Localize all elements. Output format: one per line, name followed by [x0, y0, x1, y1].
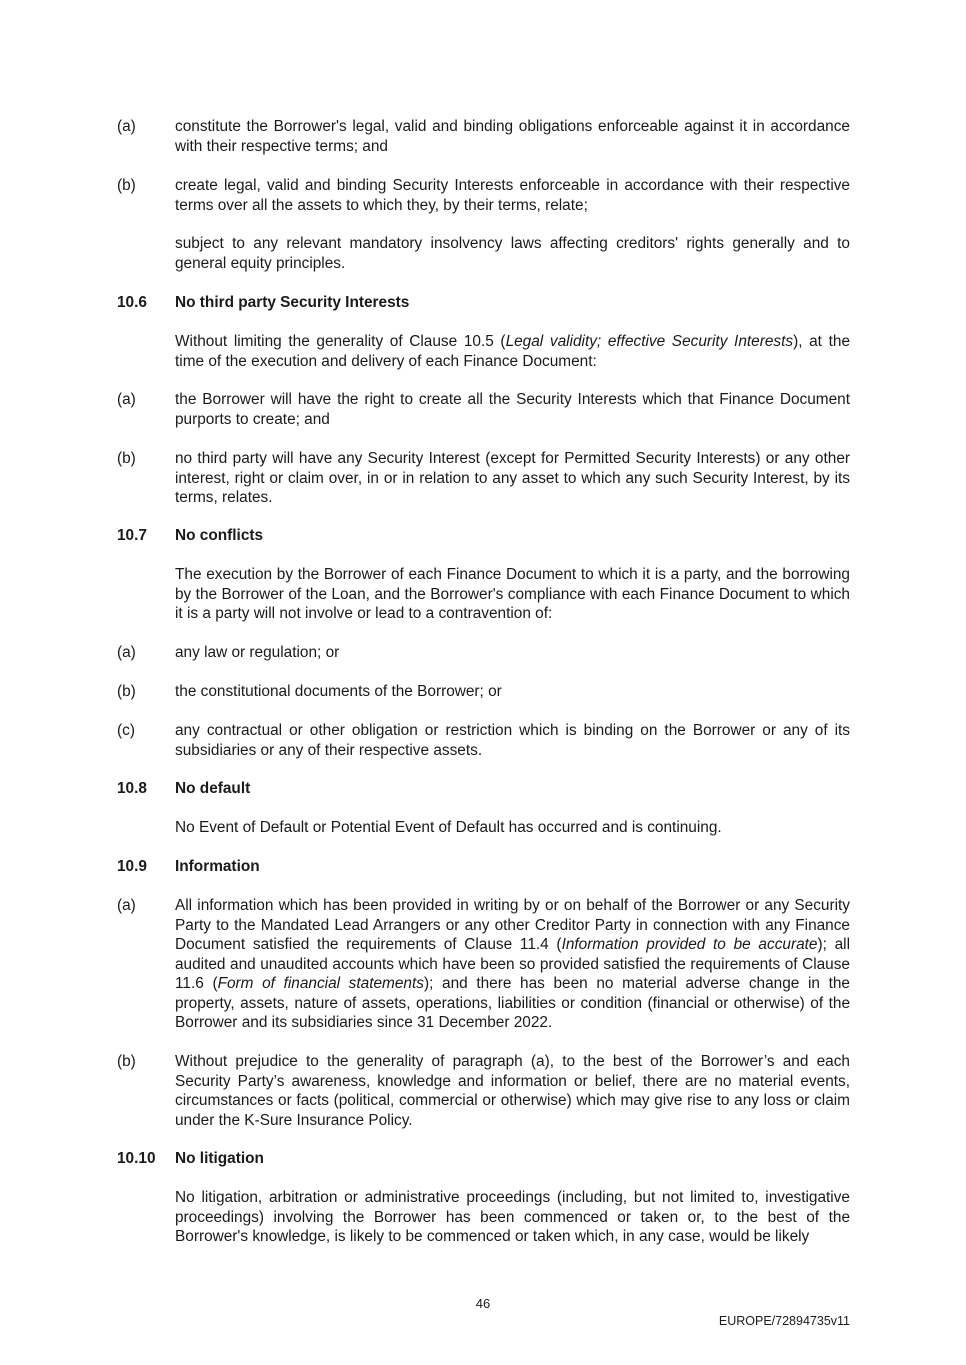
section-number: 10.6	[117, 294, 147, 311]
section-number: 10.9	[117, 858, 147, 875]
section-heading: No third party Security Interests	[175, 294, 410, 311]
section-number: 10.7	[117, 527, 147, 544]
item-label: (b)	[117, 683, 136, 700]
paragraph: Without prejudice to the generality of paragraph (a), to the best of the Borrower’s and each Security Party’s awareness, knowledge and information or belief, there are no material events, circumstances or facts (political, commercial or otherwise) which may give rise to any loss or claim under the K-Sure Insurance Policy.	[175, 1053, 850, 1129]
paragraph: any law or regulation; or	[175, 644, 340, 661]
paragraph: No Event of Default or Potential Event of Default has occurred and is continuing.	[175, 819, 722, 836]
document-reference: EUROPE/72894735v11	[718, 1314, 850, 1328]
item-label: (a)	[117, 644, 136, 661]
item-label: (a)	[117, 897, 136, 914]
item-label: (b)	[117, 1053, 136, 1070]
paragraph: no third party will have any Security Interest (except for Permitted Security Interests) or any other interest, right or claim over, in or in relation to any asset to which any such Security Interest, by its terms, relates.	[175, 450, 850, 506]
paragraph: The execution by the Borrower of each Finance Document to which it is a party, and the borrowing by the Borrower of the Loan, and the Borrower's compliance with each Finance Document to which it is a party will not involve or lead to a contravention of:	[175, 566, 850, 622]
section-heading: Information	[175, 858, 260, 875]
paragraph: constitute the Borrower's legal, valid and binding obligations enforceable against it in accordance with their respective terms; and	[175, 118, 850, 155]
paragraph: No litigation, arbitration or administrative proceedings (including, but not limited to, investigative proceedings) involving the Borrower has been commenced or taken or, to the best of the Borrower's knowledge, is likely to be commenced or taken which, in any case, would be likely	[175, 1189, 850, 1245]
item-label: (c)	[117, 722, 135, 739]
paragraph: any contractual or other obligation or restriction which is binding on the Borrower or any of its subsidiaries or any of their respective assets.	[175, 722, 850, 759]
item-label: (a)	[117, 118, 136, 135]
item-label: (b)	[117, 450, 136, 467]
item-label: (a)	[117, 391, 136, 408]
paragraph: create legal, valid and binding Security Interests enforceable in accordance with their respective terms over all the assets to which they, by their terms, relate;	[175, 177, 850, 214]
paragraph: subject to any relevant mandatory insolvency laws affecting creditors' rights generally and to general equity principles.	[175, 235, 850, 272]
paragraph: All information which has been provided in writing by or on behalf of the Borrower or any Security Party to the Mandated Lead Arrangers or any other Creditor Party in connection with any Finance Document satisfied the requirements of Clause 11.4 (Information provided to be accurate); all audited and unaudited accounts which have been so provided satisfied the requirements of Clause 11.6 (Form of financial statements); and there has been no material adverse change in the property, assets, nature of assets, operations, liabilities or condition (financial or otherwise) of the Borrower and its subsidiaries since 31 December 2022.	[175, 897, 850, 1031]
section-heading: No conflicts	[175, 527, 264, 544]
section-number: 10.10	[117, 1150, 156, 1167]
paragraph: the constitutional documents of the Borrower; or	[175, 683, 502, 700]
paragraph: Without limiting the generality of Clause 10.5 (Legal validity; effective Security Interests), at the time of the execution and delivery of each Finance Document:	[175, 333, 851, 370]
section-heading: No litigation	[175, 1150, 264, 1167]
section-number: 10.8	[117, 780, 147, 797]
paragraph: the Borrower will have the right to create all the Security Interests which that Finance Document purports to create; and	[175, 391, 850, 428]
section-heading: No default	[175, 780, 251, 797]
item-label: (b)	[117, 177, 136, 194]
page-number: 46	[475, 1296, 491, 1311]
